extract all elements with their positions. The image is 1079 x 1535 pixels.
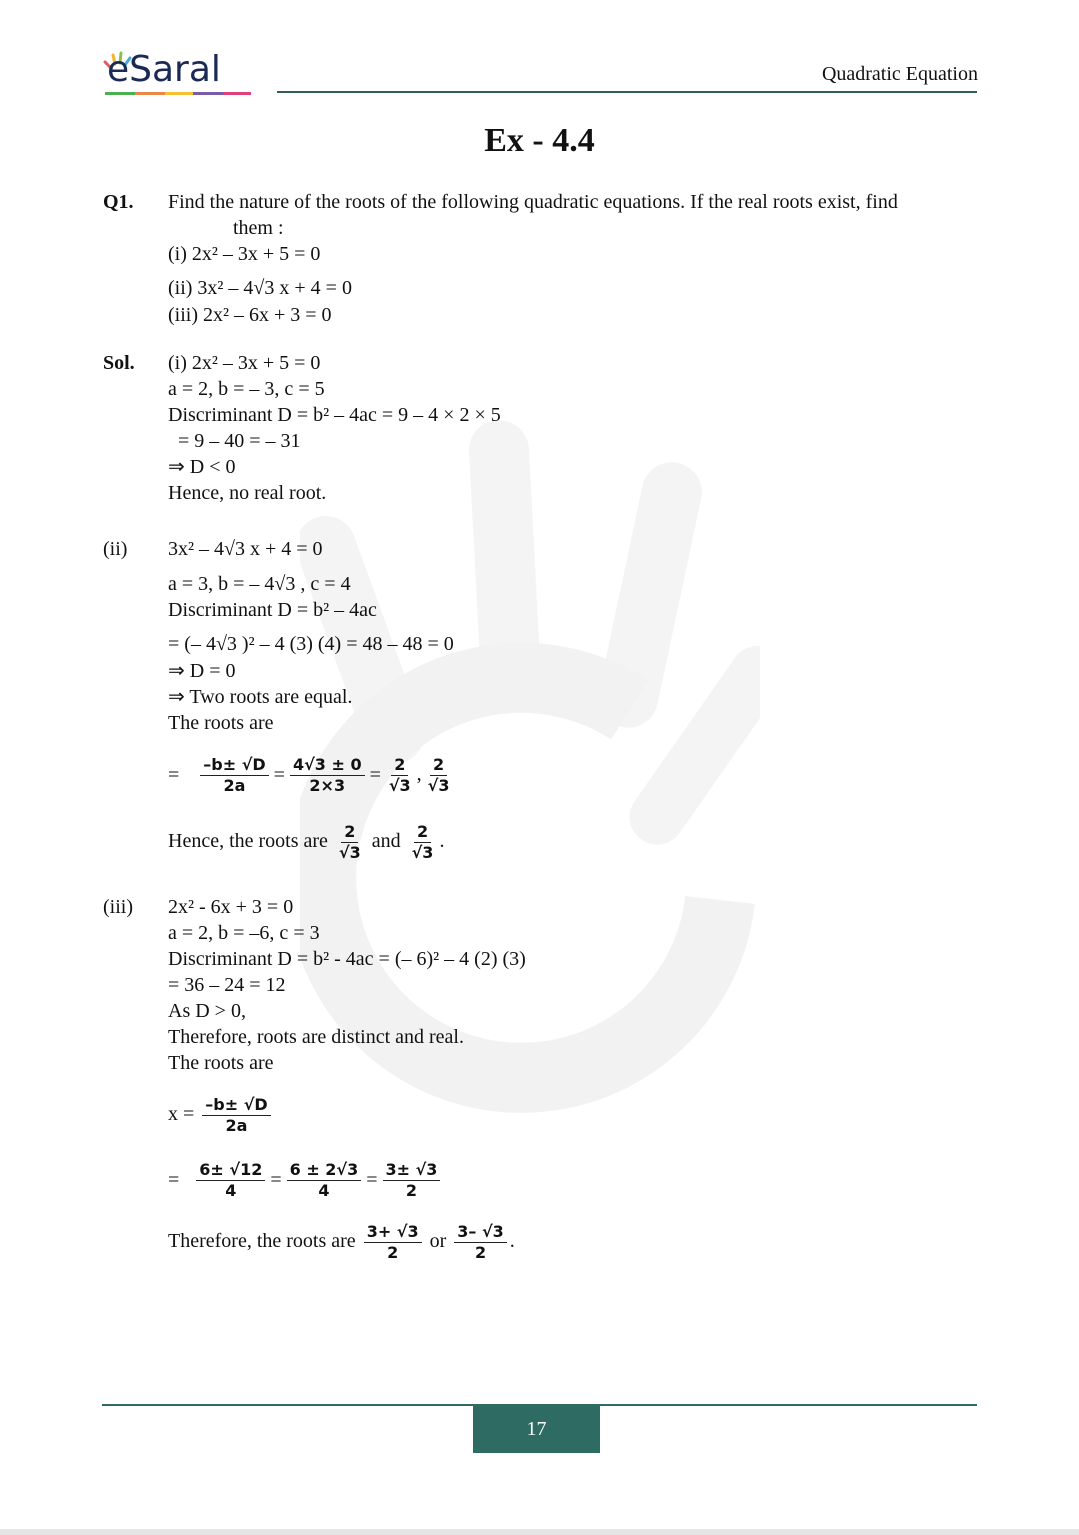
fraction: $\frac{4√3 \pm 0}{2\times 3}$: [290, 755, 365, 796]
fraction: $\frac{-b\pm √D}{2a}$: [202, 1095, 270, 1136]
chapter-title: Quadratic Equation: [821, 63, 978, 85]
fraction: $\frac{-b\pm √D}{2a}$: [200, 755, 268, 796]
equals: =: [168, 764, 180, 787]
solution-line: a = 2, b = –6, c = 3: [168, 922, 320, 944]
page-bottom-band: [0, 1529, 1079, 1535]
solution-line: Therefore, roots are distinct and real.: [168, 1026, 464, 1048]
solution-line: = 36 – 24 = 12: [168, 974, 286, 996]
fraction: $\frac{2}{√3}$: [411, 821, 434, 862]
roots-formula: = $\frac{6\pm √12}{4}$ = $\frac{6 \pm 2√3}{4}$ = $\frac{3\pm √3}{2}$: [166, 1157, 443, 1202]
fraction: $\frac{3+ √3}{2}$: [364, 1222, 422, 1263]
header-rule: [277, 91, 977, 93]
solution-line: 2x² - 6x + 3 = 0: [168, 896, 294, 918]
esaral-logo: [103, 48, 253, 96]
solution-line: The roots are: [168, 1052, 274, 1074]
solution-line: Hence, no real root.: [168, 482, 327, 504]
solution-line: The roots are: [168, 712, 274, 734]
solution-line: (i) 2x² – 3x + 5 = 0: [168, 352, 321, 374]
question-text: Find the nature of the roots of the following quadratic equations. If the real roots exist, find: [168, 191, 898, 213]
solution-line: a = 2, b = – 3, c = 5: [168, 378, 325, 400]
part-label: (ii): [103, 538, 128, 560]
solution-line: Discriminant D = b² – 4ac = 9 – 4 × 2 × 5: [168, 404, 501, 426]
solution-line: ⇒ D = 0: [168, 660, 236, 682]
fraction: $\frac{2}{√3}$: [338, 821, 361, 862]
page-number: 17: [526, 1418, 547, 1440]
solution-line: ⇒ D < 0: [168, 456, 236, 478]
page-title: Ex - 4.4: [484, 122, 595, 159]
logo-underline: [105, 92, 251, 95]
fraction: $\frac{3- √3}{2}$: [454, 1222, 507, 1263]
solution-line: = (– 4√3 )² – 4 (3) (4) = 48 – 48 = 0: [168, 633, 454, 655]
fraction: $\frac{3\pm √3}{2}$: [383, 1160, 441, 1201]
question-text-cont: them :: [233, 217, 284, 239]
solution-line: Discriminant D = b² - 4ac = (– 6)² – 4 (2) (3): [168, 948, 526, 970]
roots-conclusion: Hence, the roots are $\frac{2}{√3}$ and $\frac{2}{√3}$ .: [168, 821, 445, 862]
fraction: $\frac{6 \pm 2√3}{4}$: [287, 1160, 362, 1201]
logo-text: eSaral: [107, 49, 221, 90]
fraction: $\frac{6\pm √12}{4}$: [196, 1160, 265, 1201]
page-number-box: [473, 1405, 600, 1453]
solution-line: = 9 – 40 = – 31: [178, 430, 301, 452]
question-item: (ii) 3x² – 4√3 x + 4 = 0: [168, 277, 352, 299]
fraction: $\frac{2}{√3}$: [388, 754, 411, 795]
solution-line: 3x² – 4√3 x + 4 = 0: [168, 538, 323, 560]
question-item: (i) 2x² – 3x + 5 = 0: [168, 243, 321, 265]
fraction: $\frac{2}{√3}$: [427, 754, 450, 795]
part-label: (iii): [103, 896, 133, 918]
roots-formula: = $\frac{-b\pm √D}{2a}$ = $\frac{4√3 \pm 0}{2\times 3}$ = $\frac{2}{√3}$ , $\frac{2}{√3}$: [166, 752, 455, 797]
solution-line: Discriminant D = b² – 4ac: [168, 599, 377, 621]
question-label: Q1.: [103, 191, 134, 213]
question-item: (iii) 2x² – 6x + 3 = 0: [168, 304, 332, 326]
quadratic-formula: x = $\frac{-b\pm √D}{2a}$: [168, 1092, 274, 1136]
solution-line: As D > 0,: [168, 1000, 246, 1022]
solution-line: a = 3, b = – 4√3 , c = 4: [168, 573, 351, 595]
solution-line: ⇒ Two roots are equal.: [168, 686, 353, 708]
roots-conclusion: Therefore, the roots are $\frac{3+ √3}{2}$ or $\frac{3- √3}{2}$ .: [168, 1221, 515, 1262]
solution-label: Sol.: [103, 352, 135, 374]
